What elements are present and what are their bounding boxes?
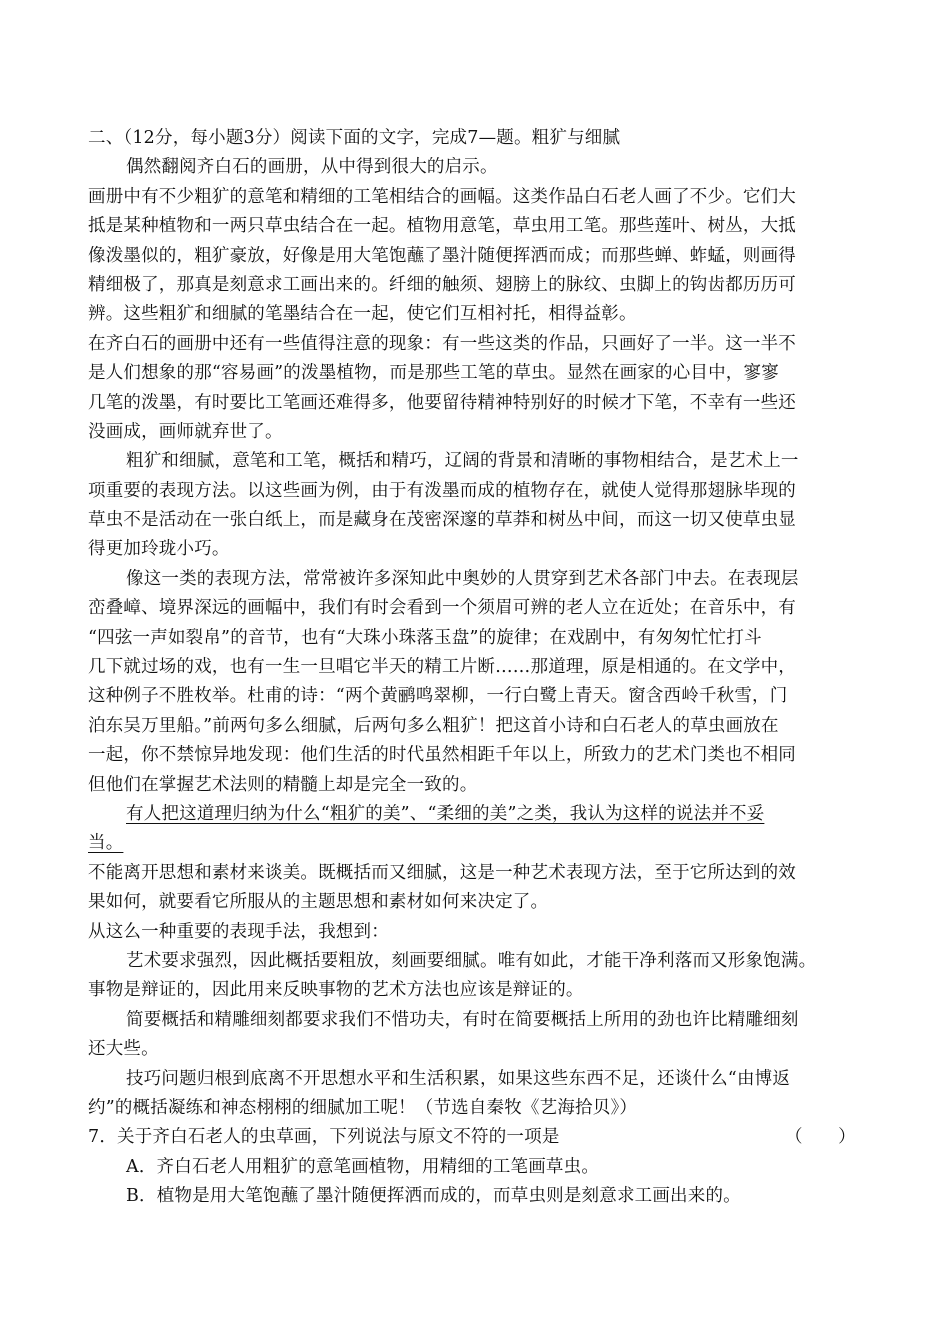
passage-line: 得更加玲珑小巧。 (88, 539, 230, 560)
passage-line: 还大些。 (88, 1039, 159, 1060)
passage-line: 一起，你不禁惊异地发现：他们生活的时代虽然相距千年以上，所致力的艺术门类也不相同 (88, 745, 796, 766)
underlined-sentence-end (88, 829, 878, 858)
passage-line: 几下就过场的戏，也有一生一旦唱它半天的精工片断……那道理，原是相通的。在文学中， (88, 657, 796, 678)
passage-line: 果如何，就要看它所服从的主题思想和素材如何来决定了。 (88, 892, 549, 913)
question-7 (88, 1123, 878, 1152)
passage-line: 画册中有不少粗犷的意笔和精细的工笔相结合的画幅。这类作品白石老人画了不少。它们大 (88, 186, 796, 207)
passage-line: 约”的概括凝练和神态栩栩的细腻加工呢！（节选自秦牧《艺海拾贝》） (88, 1097, 638, 1118)
passage-line: 草虫不是活动在一张白纸上，而是藏身在茂密深邃的草莽和树丛中间，而这一切又使草虫显 (88, 510, 796, 531)
passage-line: 事物是辩证的，因此用来反映事物的艺术方法也应该是辩证的。 (88, 980, 584, 1001)
passage-line: 在齐白石的画册中还有一些值得注意的现象：有一些这类的作品，只画好了一半。这一半不 (88, 333, 796, 354)
passage-line: 辨。这些粗犷和细腻的笔墨结合在一起，使它们互相衬托，相得益彰。 (88, 304, 637, 325)
passage-line: 精细极了，那真是刻意求工画出来的。纤细的触须、翅膀上的脉纹、虫脚上的钩齿都历历可 (88, 274, 796, 295)
passage-line: 抵是某种植物和一两只草虫结合在一起。植物用意笔，草虫用工笔。那些莲叶、树丛，大抵 (88, 216, 796, 237)
passage-line: 是人们想象的那“容易画”的泼墨植物，而是那些工笔的草虫。显然在画家的心目中，寥寥 (88, 363, 779, 384)
passage-line: 项重要的表现方法。以这些画为例，由于有泼墨而成的植物存在，就使人觉得那翅脉毕现的 (88, 480, 796, 501)
answer-blank[interactable]: （ ） (785, 1127, 856, 1148)
question-stem: 7．关于齐白石老人的虫草画，下列说法与原文不符的一项是 (88, 1127, 560, 1148)
passage-line: 技巧问题归根到底离不开思想水平和生活积累，如果这些东西不足，还谈什么“由博返 (126, 1068, 791, 1089)
passage-line: 粗犷和细腻，意笔和工笔，概括和精巧，辽阔的背景和清晰的事物相结合，是艺术上一 (126, 451, 799, 472)
passage-line: 从这么一种重要的表现手法，我想到： (88, 921, 389, 942)
passage-line: 艺术要求强烈，因此概括要粗放，刻画要细腻。唯有如此，才能干净利落而又形象饱满。 (126, 950, 817, 971)
passage-line: 像泼墨似的，粗犷豪放，好像是用大笔饱蘸了墨汁随便挥洒而成；而那些蝉、蚱蜢，则画得 (88, 245, 796, 266)
passage-line: 没画成，画师就弃世了。 (88, 421, 283, 442)
underlined-text: 当。 (88, 833, 124, 854)
passage-line: 偶然翻阅齐白石的画册，从中得到很大的启示。 (126, 157, 498, 178)
underlined-text: 有人把这道理归纳为什么“粗犷的美”、“柔细的美”之类，我认为这样的说法并不妥 (126, 803, 765, 824)
option-b[interactable]: B．植物是用大笔饱蘸了墨汁随便挥洒而成的，而草虫则是刻意求工画出来的。 (126, 1186, 741, 1207)
underlined-sentence (88, 800, 878, 829)
passage-line: 像这一类的表现方法，常常被许多深知此中奥妙的人贯穿到艺术各部门中去。在表现层 (126, 568, 799, 589)
passage-line: “四弦一声如裂帛”的音节，也有“大珠小珠落玉盘”的旋律；在戏剧中，有匆匆忙忙打斗 (88, 627, 762, 648)
passage-line: 泊东吴万里船。”前两句多么细腻，后两句多么粗犷！把这首小诗和白石老人的草虫画放在 (88, 715, 779, 736)
passage-line: 不能离开思想和素材来谈美。既概括而又细腻，这是一种艺术表现方法，至于它所达到的效 (88, 862, 796, 883)
passage-line: 峦叠嶂、境界深远的画幅中，我们有时会看到一个须眉可辨的老人立在近处；在音乐中，有 (88, 598, 796, 619)
passage-line: 这种例子不胜枚举。杜甫的诗：“两个黄鹂鸣翠柳，一行白鹭上青天。窗含西岭千秋雪，门 (88, 686, 788, 707)
exam-page (88, 124, 878, 1211)
section-heading: 二、（12分，每小题3分）阅读下面的文字，完成7—题。粗犷与细腻 (88, 128, 621, 148)
passage-line: 几笔的泼墨，有时要比工笔画还难得多，他要留待精神特别好的时候才下笔，不幸有一些还 (88, 392, 796, 413)
passage-line: 但他们在掌握艺术法则的精髓上却是完全一致的。 (88, 774, 478, 795)
option-a[interactable]: A．齐白石老人用粗犷的意笔画植物，用精细的工笔画草虫。 (126, 1156, 600, 1177)
passage-line: 简要概括和精雕细刻都要求我们不惜功夫，有时在简要概括上所用的劲也许比精雕细刻 (126, 1009, 799, 1030)
